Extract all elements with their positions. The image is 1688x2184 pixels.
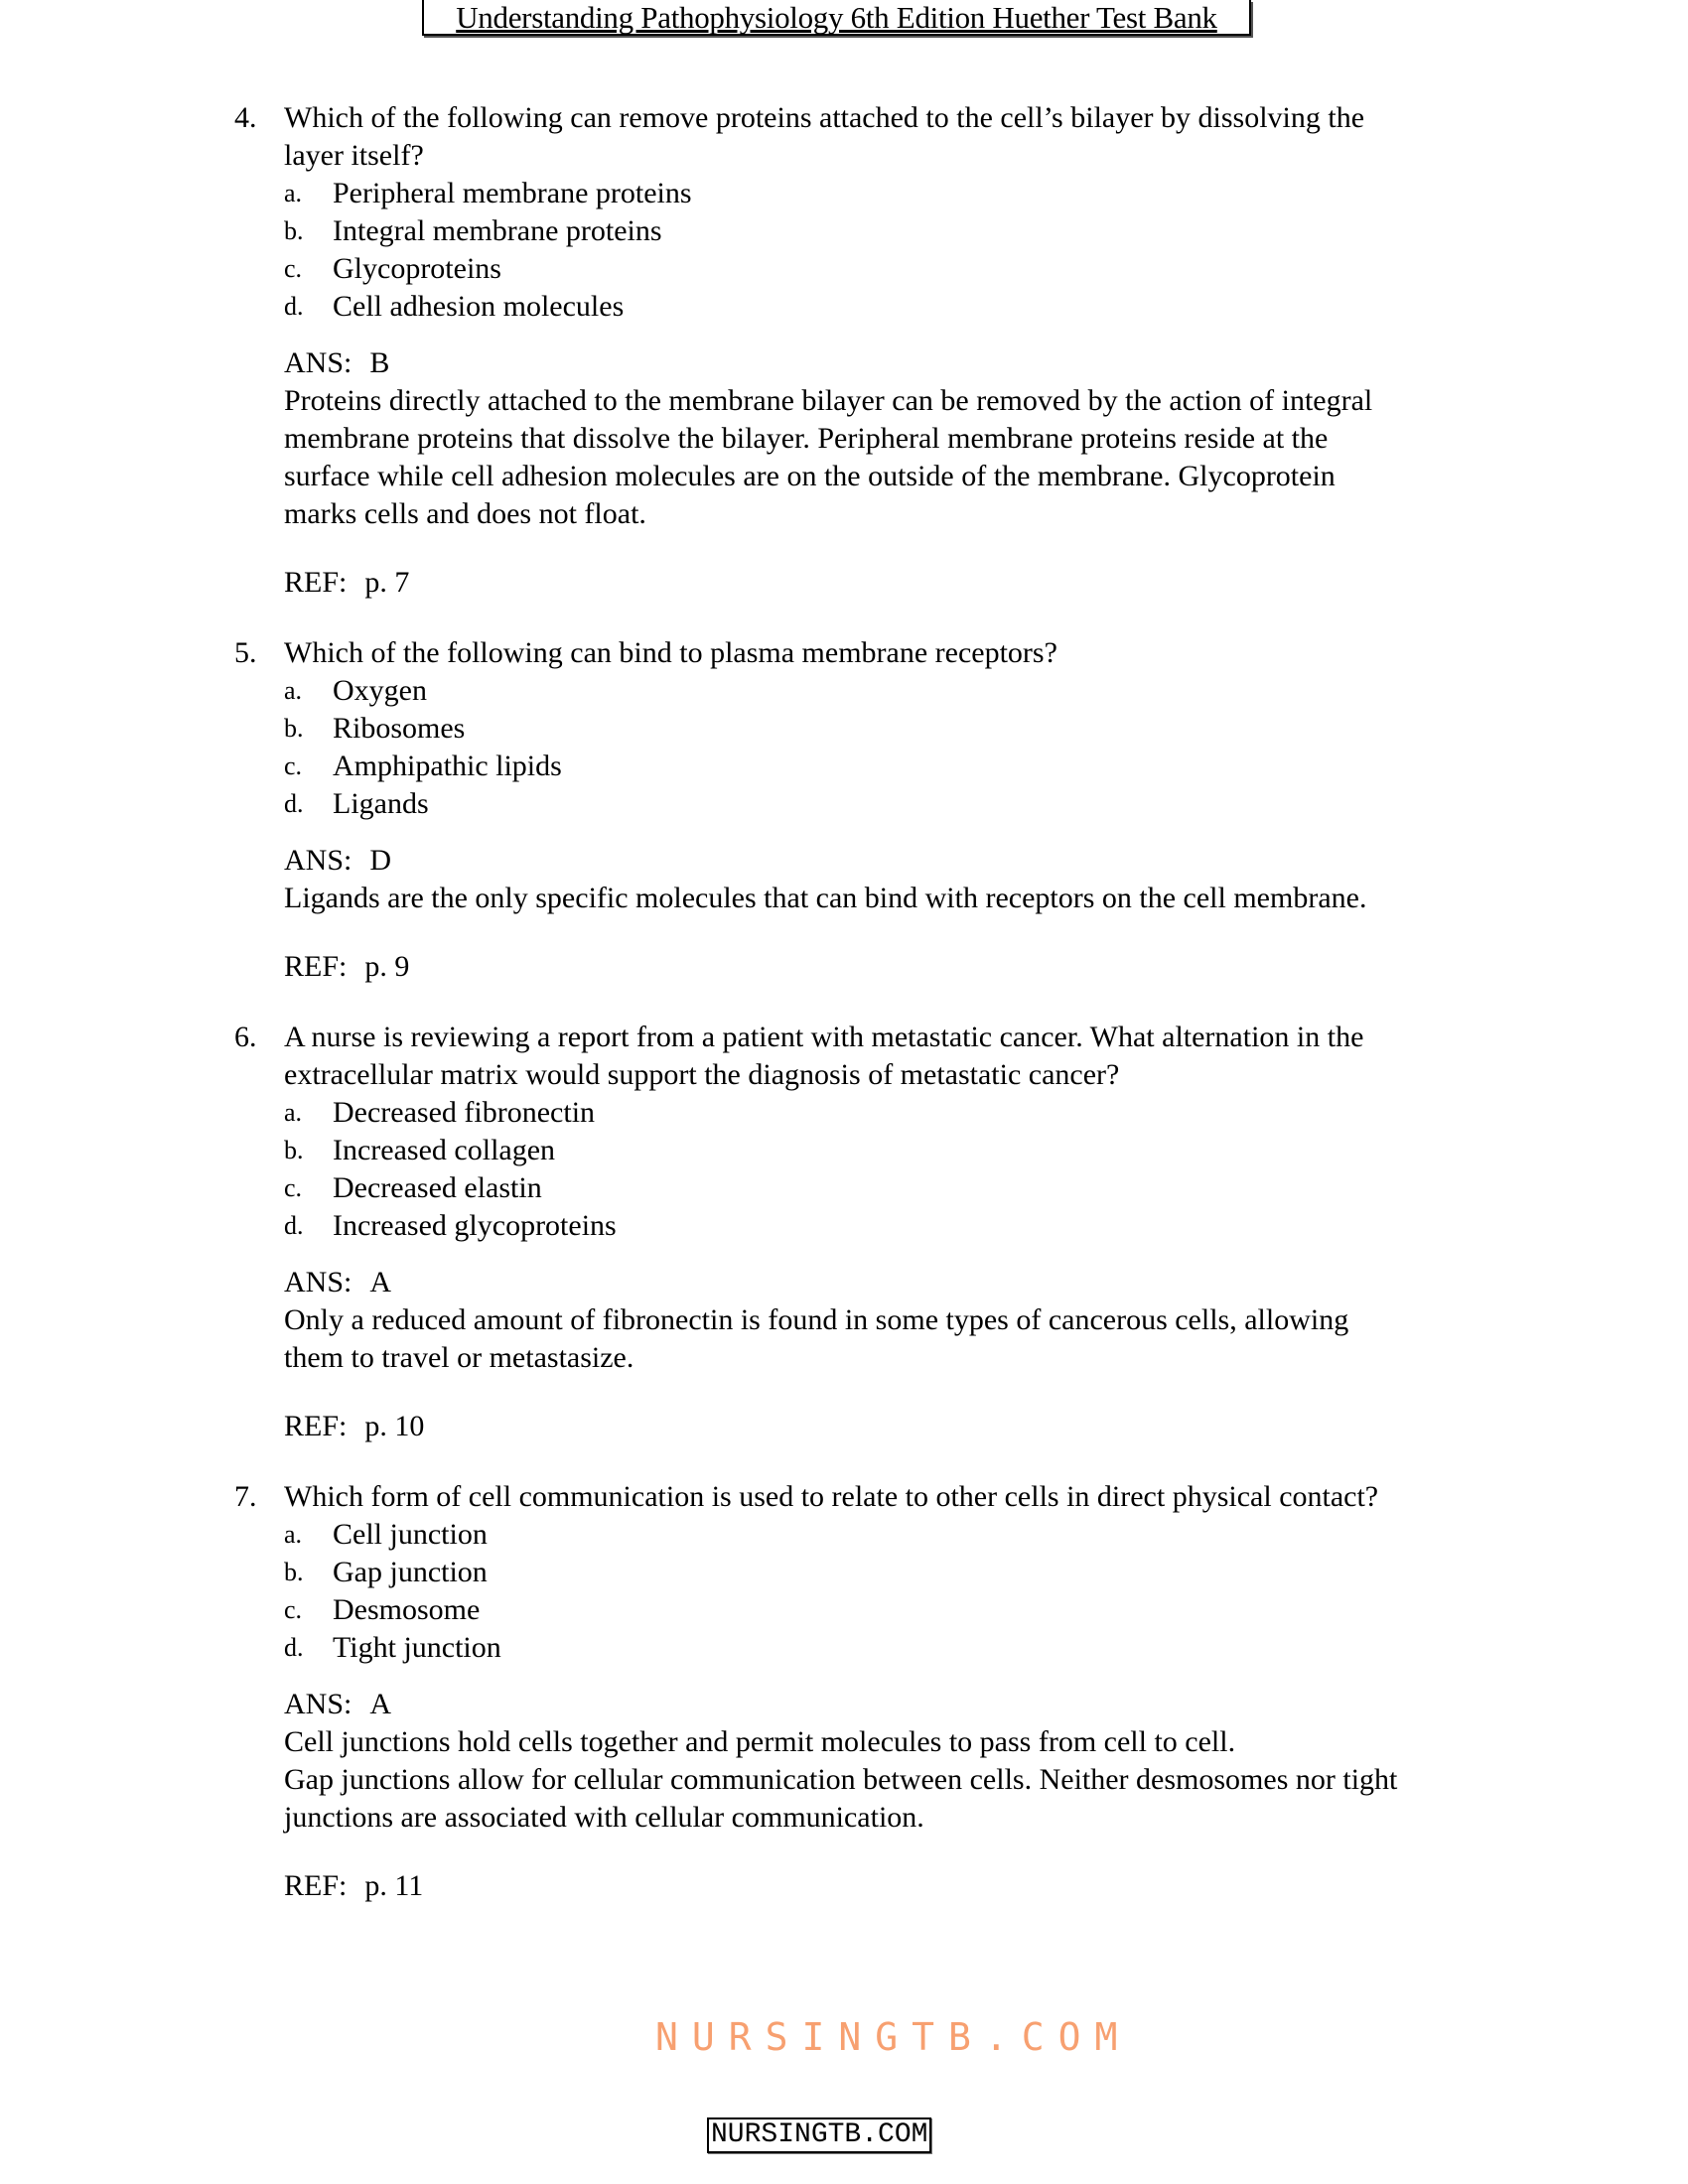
answer-option: [284, 212, 1525, 250]
answer-label: ANS:: [284, 1688, 352, 1720]
rationale-line: marks cells and does not float.: [284, 497, 646, 530]
reference-label: REF:: [284, 950, 348, 983]
option-text: Decreased elastin: [333, 1171, 542, 1204]
answer-option: [284, 1591, 1525, 1629]
question-text-line: layer itself?: [284, 139, 424, 172]
rationale-line: Gap junctions allow for cellular communication between cells. Neither desmosomes nor tight: [284, 1763, 1398, 1796]
answer-label: ANS:: [284, 346, 352, 379]
question-list: [234, 99, 1525, 1938]
option-letter: b.: [284, 714, 304, 743]
rationale-line: surface while cell adhesion molecules are on the outside of the membrane. Glycoprotein: [284, 460, 1336, 492]
rationale-line: Ligands are the only specific molecules that can bind with receptors on the cell membrane.: [284, 882, 1367, 914]
reference-line: [284, 948, 1525, 986]
answer-line: [284, 842, 1525, 880]
option-letter: a.: [284, 1098, 303, 1127]
option-text: Integral membrane proteins: [333, 214, 662, 247]
option-letter: d.: [284, 292, 304, 321]
answer-option: [284, 288, 1525, 326]
answer-option: [284, 672, 1525, 710]
answer-option: [284, 1629, 1525, 1667]
option-letter: b.: [284, 216, 304, 245]
answer-label: ANS:: [284, 844, 352, 877]
option-letter: c.: [284, 751, 303, 780]
rationale-line: junctions are associated with cellular communication.: [284, 1801, 924, 1834]
option-letter: c.: [284, 1173, 303, 1202]
option-text: Cell junction: [333, 1518, 488, 1551]
option-letter: a.: [284, 179, 303, 207]
answer-line: [284, 1264, 1525, 1301]
option-letter: d.: [284, 1633, 304, 1662]
question-item: [234, 1019, 1525, 1445]
option-text: Cell adhesion molecules: [333, 290, 625, 323]
option-text: Ligands: [333, 787, 429, 820]
answer-line: [284, 1686, 1525, 1723]
watermark: NURSINGTB.COM: [655, 2015, 1132, 2059]
answer-line: [284, 344, 1525, 382]
question-number: 6.: [234, 1021, 257, 1053]
answer-option: [284, 1207, 1525, 1245]
question-text-line: extracellular matrix would support the diagnosis of metastatic cancer?: [284, 1058, 1120, 1091]
reference-page: p. 10: [364, 1410, 425, 1442]
reference-line: [284, 1408, 1525, 1445]
option-text: Gap junction: [333, 1556, 488, 1588]
option-text: Oxygen: [333, 674, 427, 707]
option-text: Ribosomes: [333, 712, 466, 745]
answer-option: [284, 748, 1525, 785]
question-item: [234, 634, 1525, 986]
answer-label: ANS:: [284, 1266, 352, 1298]
reference-page: p. 7: [364, 566, 410, 599]
answer-option: [284, 1132, 1525, 1169]
answer-option: [284, 1169, 1525, 1207]
question-item: [234, 1478, 1525, 1905]
answer-options: [284, 1094, 1525, 1245]
question-text-line: Which of the following can bind to plasma membrane receptors?: [284, 636, 1057, 669]
reference-page: p. 9: [364, 950, 410, 983]
question-text-line: A nurse is reviewing a report from a patient with metastatic cancer. What alternation in the: [284, 1021, 1364, 1053]
reference-page: p. 11: [364, 1869, 424, 1902]
answer-options: [284, 175, 1525, 326]
answer-option: [284, 1094, 1525, 1132]
answer-value: B: [369, 346, 390, 379]
option-text: Amphipathic lipids: [333, 750, 562, 782]
question-number: 7.: [234, 1480, 257, 1513]
option-text: Tight junction: [333, 1631, 501, 1664]
option-text: Increased collagen: [333, 1134, 556, 1166]
option-text: Desmosome: [333, 1593, 481, 1626]
rationale-line: membrane proteins that dissolve the bilayer. Peripheral membrane proteins reside at the: [284, 422, 1329, 455]
option-text: Glycoproteins: [333, 252, 501, 285]
document-header-title: Understanding Pathophysiology 6th Edition Huether Test Bank: [422, 0, 1251, 36]
option-letter: b.: [284, 1558, 304, 1586]
option-text: Peripheral membrane proteins: [333, 177, 692, 209]
option-text: Decreased fibronectin: [333, 1096, 596, 1129]
answer-value: A: [369, 1688, 392, 1720]
rationale-line: them to travel or metastasize.: [284, 1341, 634, 1374]
answer-option: [284, 710, 1525, 748]
rationale-line: Proteins directly attached to the membrane bilayer can be removed by the action of integral: [284, 384, 1373, 417]
option-letter: c.: [284, 254, 303, 283]
option-letter: c.: [284, 1595, 303, 1624]
answer-value: D: [369, 844, 392, 877]
reference-label: REF:: [284, 566, 348, 599]
answer-option: [284, 1554, 1525, 1591]
reference-line: [284, 564, 1525, 602]
answer-options: [284, 672, 1525, 823]
option-letter: d.: [284, 789, 304, 818]
answer-option: [284, 250, 1525, 288]
rationale-line: Cell junctions hold cells together and permit molecules to pass from cell to cell.: [284, 1725, 1236, 1758]
reference-line: [284, 1867, 1525, 1905]
question-text-line: Which of the following can remove proteins attached to the cell’s bilayer by dissolving the: [284, 101, 1365, 134]
question-text-line: Which form of cell communication is used to relate to other cells in direct physical contact?: [284, 1480, 1379, 1513]
rationale-line: Only a reduced amount of fibronectin is found in some types of cancerous cells, allowing: [284, 1303, 1349, 1336]
footer-site-link[interactable]: NURSINGTB.COM: [707, 2117, 931, 2153]
answer-value: A: [369, 1266, 392, 1298]
option-letter: a.: [284, 676, 303, 705]
option-text: Increased glycoproteins: [333, 1209, 617, 1242]
answer-option: [284, 785, 1525, 823]
reference-label: REF:: [284, 1869, 348, 1902]
question-number: 4.: [234, 101, 257, 134]
question-item: [234, 99, 1525, 602]
reference-label: REF:: [284, 1410, 348, 1442]
answer-options: [284, 1516, 1525, 1667]
question-number: 5.: [234, 636, 257, 669]
option-letter: d.: [284, 1211, 304, 1240]
option-letter: b.: [284, 1136, 304, 1164]
answer-option: [284, 1516, 1525, 1554]
answer-option: [284, 175, 1525, 212]
option-letter: a.: [284, 1520, 303, 1549]
